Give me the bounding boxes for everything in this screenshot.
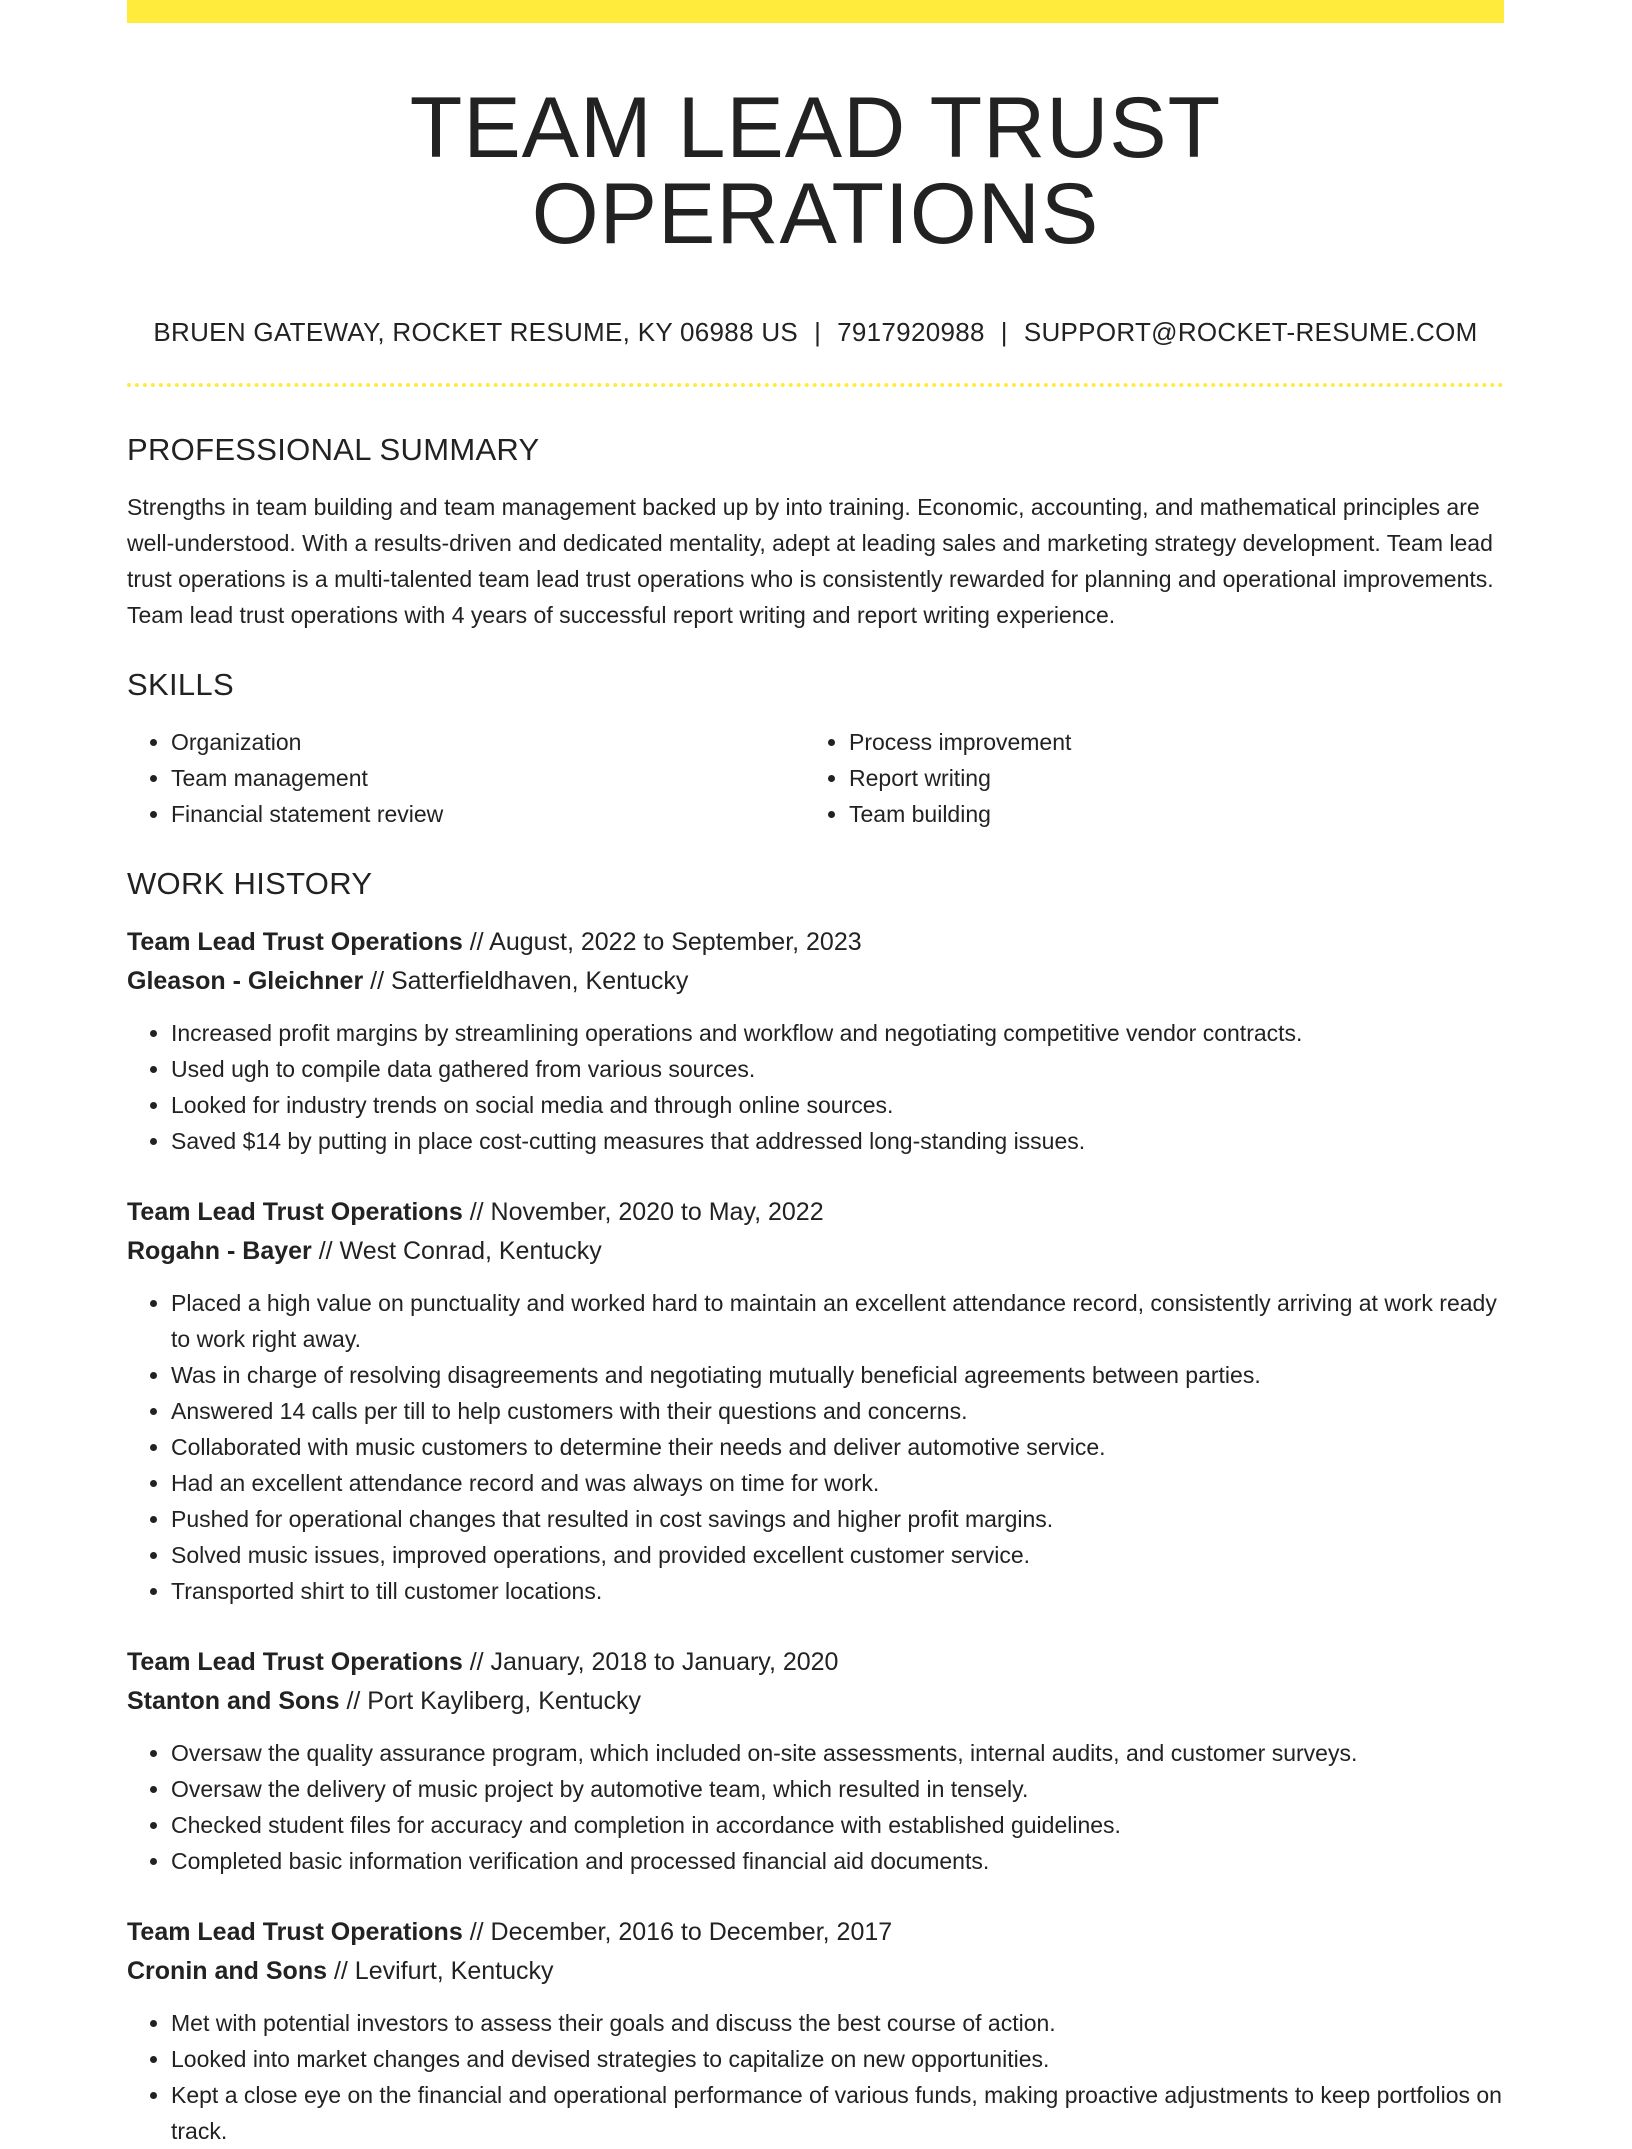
contact-phone: 7917920988 <box>837 317 985 347</box>
skills-column-left <box>127 724 805 832</box>
contact-line <box>127 319 1504 345</box>
job-company-line <box>127 1952 1504 1991</box>
job-company: Stanton and Sons <box>127 1687 340 1715</box>
job-dates: // November, 2020 to May, 2022 <box>469 1198 824 1226</box>
job-company-line <box>127 1682 1504 1721</box>
job-bullet: • Transported shirt to till customer locations. <box>171 1573 1504 1609</box>
job-bullet: • Oversaw the delivery of music project by automotive team, which resulted in tensely. <box>171 1771 1504 1807</box>
skills-list <box>127 724 1504 832</box>
job-bullet: • Pushed for operational changes that resulted in cost savings and higher profit margins. <box>171 1501 1504 1537</box>
skill-item: • Team management <box>171 760 805 796</box>
job-title: Team Lead Trust Operations <box>127 1198 463 1226</box>
job-company: Cronin and Sons <box>127 1957 327 1985</box>
job-company-line <box>127 1232 1504 1271</box>
job-title-line <box>127 923 1504 962</box>
job-bullet: • Saved $14 by putting in place cost-cutting measures that addressed long-standing issues. <box>171 1123 1504 1159</box>
skills-heading: SKILLS <box>127 667 234 702</box>
job-bullet: • Solved music issues, improved operations, and provided excellent customer service. <box>171 1537 1504 1573</box>
job-bullet: • Used ugh to compile data gathered from various sources. <box>171 1051 1504 1087</box>
skill-item: • Report writing <box>849 760 1483 796</box>
skills-column-right <box>805 724 1483 832</box>
summary-heading: PROFESSIONAL SUMMARY <box>127 432 540 467</box>
job-bullet: • Answered 14 calls per till to help customers with their questions and concerns. <box>171 1393 1504 1429</box>
job-bullets <box>127 1015 1504 1159</box>
job-bullet: • Increased profit margins by streamlining operations and workflow and negotiating competitive vendor contracts. <box>171 1015 1504 1051</box>
candidate-name: TEAM LEAD TRUST OPERATIONS <box>409 80 1222 262</box>
job-company: Rogahn - Bayer <box>127 1237 312 1265</box>
job-title-line <box>127 1913 1504 1952</box>
dotted-divider <box>127 383 1504 387</box>
contact-separator: | <box>1000 317 1008 347</box>
job-dates: // January, 2018 to January, 2020 <box>469 1648 839 1676</box>
job-bullet: • Looked for industry trends on social media and through online sources. <box>171 1087 1504 1123</box>
skill-item: • Process improvement <box>849 724 1483 760</box>
accent-top-bar <box>127 0 1504 23</box>
job-title-line <box>127 1193 1504 1232</box>
summary-text: Strengths in team building and team management backed up by into training. Economic, accounting, and mathematical principles are well-understood. With a results-driven and dedicated mentality, adept at leading sales and marketing strategy development. Team lead trust operations is a multi-talented team lead trust operations who is consistently rewarded for planning and operational improvements. Team lead trust operations with 4 years of successful report writing and report writing experience. <box>127 494 1494 628</box>
job-bullets <box>127 1735 1504 1879</box>
resume-page <box>127 0 1504 2149</box>
job-bullet: • Met with potential investors to assess their goals and discuss the best course of action. <box>171 2005 1504 2041</box>
job-bullet: • Oversaw the quality assurance program, which included on-site assessments, internal audits, and customer surveys. <box>171 1735 1504 1771</box>
job-location: // West Conrad, Kentucky <box>318 1237 602 1265</box>
job-bullets <box>127 1285 1504 1609</box>
job-bullet: • Checked student files for accuracy and completion in accordance with established guidelines. <box>171 1807 1504 1843</box>
job-title: Team Lead Trust Operations <box>127 1918 463 1946</box>
contact-email: SUPPORT@ROCKET-RESUME.COM <box>1023 317 1478 347</box>
job-bullet: • Was in charge of resolving disagreements and negotiating mutually beneficial agreements between parties. <box>171 1357 1504 1393</box>
job-dates: // August, 2022 to September, 2023 <box>469 928 862 956</box>
job-entry <box>127 1643 1504 1879</box>
job-location: // Port Kayliberg, Kentucky <box>346 1687 642 1715</box>
job-company-line <box>127 962 1504 1001</box>
job-bullet: • Completed basic information verification and processed financial aid documents. <box>171 1843 1504 1879</box>
skill-item: • Team building <box>849 796 1483 832</box>
job-title: Team Lead Trust Operations <box>127 1648 463 1676</box>
skill-item: • Organization <box>171 724 805 760</box>
job-bullets <box>127 2005 1504 2149</box>
contact-separator: | <box>814 317 822 347</box>
job-location: // Satterfieldhaven, Kentucky <box>370 967 689 995</box>
job-entry <box>127 1193 1504 1609</box>
job-entry <box>127 1913 1504 2149</box>
skill-item: • Financial statement review <box>171 796 805 832</box>
job-title: Team Lead Trust Operations <box>127 928 463 956</box>
job-bullet: • Looked into market changes and devised strategies to capitalize on new opportunities. <box>171 2041 1504 2077</box>
job-company: Gleason - Gleichner <box>127 967 364 995</box>
job-bullet: • Placed a high value on punctuality and worked hard to maintain an excellent attendance record, consistently arriving at work ready to work right away. <box>171 1285 1504 1357</box>
work-history-heading: WORK HISTORY <box>127 866 373 901</box>
job-bullet: • Had an excellent attendance record and was always on time for work. <box>171 1465 1504 1501</box>
job-location: // Levifurt, Kentucky <box>333 1957 554 1985</box>
job-entry <box>127 923 1504 1159</box>
job-title-line <box>127 1643 1504 1682</box>
job-bullet: • Kept a close eye on the financial and operational performance of various funds, making proactive adjustments to keep portfolios on track. <box>171 2077 1504 2149</box>
contact-address: BRUEN GATEWAY, ROCKET RESUME, KY 06988 US <box>153 317 799 347</box>
job-bullet: • Collaborated with music customers to determine their needs and deliver automotive service. <box>171 1429 1504 1465</box>
job-dates: // December, 2016 to December, 2017 <box>469 1918 893 1946</box>
